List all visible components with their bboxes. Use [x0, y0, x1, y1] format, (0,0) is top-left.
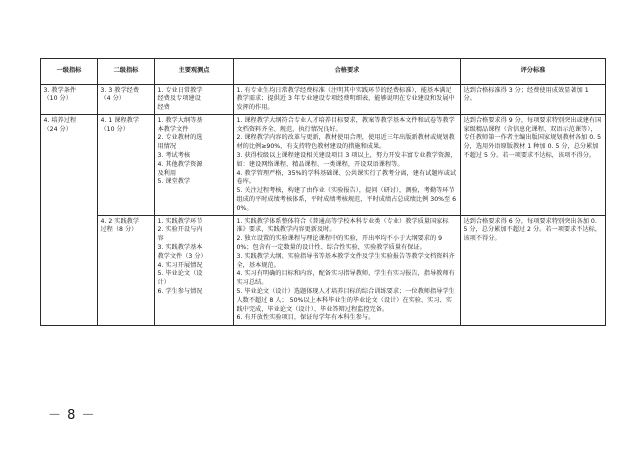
cell-requirement: 1. 实践教学体系整体符合《普通高等学校本科专业类（专业）教学质量国家标准》要求，实践教学内容更新及时。 2. 独立设置的实验课程与理论课程中的实验，开出率均不小于大纲要求的 90%；包含有一定数量的设计性、综合性实验，实验教学质量有保证。 3. 实践教学大纲、实验指导书等基本教学文件及学生实验报告等教学文档资料齐全，基本规范。 4. 实习有明确的目标和内容，配备实习指导教师，学生有实习报告，指导教师有实习总结。 5. 毕业论文（设计）选题体现人才培养目标的综合训练要求；一位教师指导学生人数不超过 8 人； 50%以上本科毕业生的毕业论文（设计）在实验、实习、实践中完成，毕业论文（设计）、毕业答辩过程监控完备。 6. 有开放性实验项目，保证每学年有本科生参与。 — [234, 216, 461, 326]
cell-points: 1. 教学大纲等基 本教学文件 2. 专业教材的选 用情况 3. 考试考核 4. 其他教学资源 及利用 5. 课堂教学 — [155, 115, 234, 216]
header-scoring: 评分标准 — [461, 59, 606, 85]
header-observation-points: 主要观测点 — [155, 59, 234, 85]
cell-points: 1. 专业日常教学 经费及专项建设 经费 — [155, 85, 234, 115]
evaluation-standard-table — [40, 58, 606, 326]
cell-requirement: 1. 有专业生均日常教学经费标准（注明其中实践环节的经费标准），能基本满足教学需求；提供近 3 年专业建设专项经费明细表，能够说明在专业建设和发展中发挥的作用。 — [234, 85, 461, 115]
cell-level2: 4. 1 课程教学 （10 分） — [98, 115, 155, 216]
cell-scoring: 达到合格要求得 9 分，每项要求特别突出或建有国家级精品课程（含信息化课程、双语示范课等），专任教师第一作者主编出版国家规划教材各加 0. 5 分，选用外语原版教材 1 种加 0. 5 分，总分累加不超过 5 分。若一项要求不达标，该项不得分。 — [461, 115, 606, 216]
table-row — [41, 85, 606, 115]
cell-points: 1. 实践教学环节 2. 实验开设与内 容 3. 实践教学基本 教学文件（3 分） 4. 实习开展情况 5. 毕业论文（设 计） 6. 学生参与情况 — [155, 216, 234, 326]
cell-requirement: 1. 课程教学大纲符合专业人才培养目标要求，教案等教学基本文件和试卷等教学文档资料齐全、规范，执行情况良好。 2. 课程教学内容的改革与更新，教材使用合理，使用近三年出版新教材或规划教材的比例≥90%，有支持特色教材建设的措施和成果。 3. 获得校级以上课程建设相关建设项目 3 项以上，努力开发丰富专业教学资源，如：建设网络课程、精品课程、一类课程，开设双语课程等。 4. 教学管理严格，35%的学科基础课、公共课实行了教考分离，建有试题库或试卷库。 5. 关注过程考核，构建了由作业（实验报告），提问（研讨），测验，考勤等环节组成的平时成绩考核体系，平时成绩考核规范，平时成绩占总成绩比例 30%至 60%。 — [234, 115, 461, 216]
cell-scoring: 达到合格标准得 3 分；经费使用成效显著加 1 分。 — [461, 85, 606, 115]
table-header-row — [41, 59, 606, 85]
table-row — [41, 115, 606, 216]
cell-level1: 3. 教学条件 （10 分） — [41, 85, 98, 115]
cell-level2: 3. 3 教学经费 （4 分） — [98, 85, 155, 115]
table-row — [41, 216, 606, 326]
header-level1: 一级指标 — [41, 59, 98, 85]
page-number: － 8 － — [48, 408, 96, 423]
cell-level2: 4. 2 实践教学 过程（8 分） — [98, 216, 155, 326]
header-requirements: 合格要求 — [234, 59, 461, 85]
cell-level1: 4. 培养过程 （24 分） — [41, 115, 98, 325]
header-level2: 二级指标 — [98, 59, 155, 85]
cell-scoring: 达到合格要求得 6 分，每项要求特别突出各加 0. 5 分，总分累加不超过 2 分。若一项要求不达标，该项不得分。 — [461, 216, 606, 326]
